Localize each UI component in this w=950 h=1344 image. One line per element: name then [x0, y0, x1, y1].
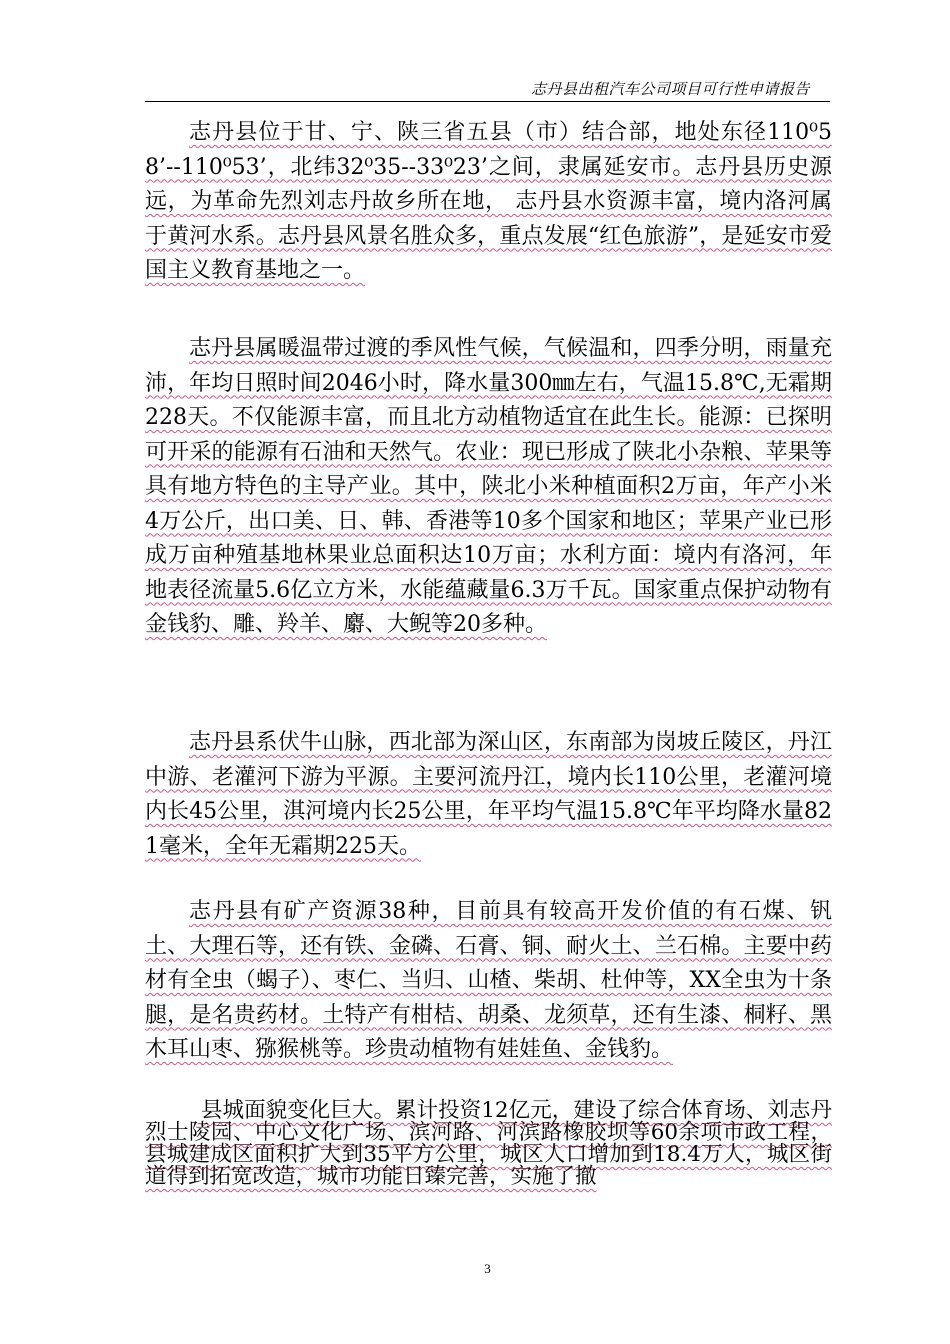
- paragraph-location: 志丹县位于甘、宁、陕三省五县（市）结合部，地处东径110⁰58’--110⁰53’，北纬32⁰35--33⁰23’之间，隶属延安市。志丹县历史源远，为革命先烈刘志丹故乡所在地， 志丹县水资源丰富，境内洛河属于黄河水系。志丹县风景名胜众多，重点发展“红色旅游”，是延安市爱国主义教育基地之一。: [145, 120, 832, 283]
- page-header-title: 志丹县出租汽车公司项目可行性申请报告: [530, 80, 810, 98]
- header-rule: [145, 101, 830, 102]
- paragraph-urban-development: 县城面貌变化巨大。累计投资12亿元，建设了综合体育场、刘志丹烈士陵园、中心文化广场、滨河路、河滨路橡胶坝等60余项市政工程，县城建成区面积扩大到35平方公里，城区人口增加到18.4万人，城区街道得到拓宽改造，城市功能日臻完善，实施了撤: [145, 1098, 832, 1189]
- paragraph-terrain-rivers: 志丹县系伏牛山脉，西北部为深山区，东南部为岗坡丘陵区，丹江中游、老灌河下游为平源。主要河流丹江，境内长110公里，老灌河境内长45公里，淇河境内长25公里，年平均气温15.8℃年平均降水量821毫米，全年无霜期225天。: [145, 730, 832, 859]
- page-number: 3: [484, 1261, 491, 1276]
- paragraph-climate-resources: 志丹县属暖温带过渡的季风性气候，气候温和，四季分明，雨量充沛，年均日照时间2046小时，降水量300㎜左右，气温15.8℃,无霜期228天。不仅能源丰富，而且北方动植物适宜在此生长。能源：已探明可开采的能源有石油和天然气。农业：现已形成了陕北小杂粮、苹果等具有地方特色的主导产业。其中，陕北小米种植面积2万亩，年产小米4万公斤，出口美、日、韩、香港等10多个国家和地区；苹果产业已形成万亩种殖基地林果业总面积达10万亩；水利方面：境内有洛河，年地表径流量5.6亿立方米，水能蕴藏量6.3万千瓦。国家重点保护动物有金钱豹、雕、羚羊、麝、大鲵等20多种。: [145, 336, 832, 637]
- paragraph-minerals: 志丹县有矿产资源38种，目前具有较高开发价值的有石煤、钒土、大理石等，还有铁、金磷、石膏、铜、耐火土、兰石棉。主要中药材有全虫（蝎子）、枣仁、当归、山楂、柴胡、杜仲等，XX全虫为十条腿，是名贵药材。土特产有柑桔、胡桑、龙须草，还有生漆、桐籽、黑木耳山枣、猕猴桃等。珍贵动植物有娃娃鱼、金钱豹。: [145, 899, 832, 1062]
